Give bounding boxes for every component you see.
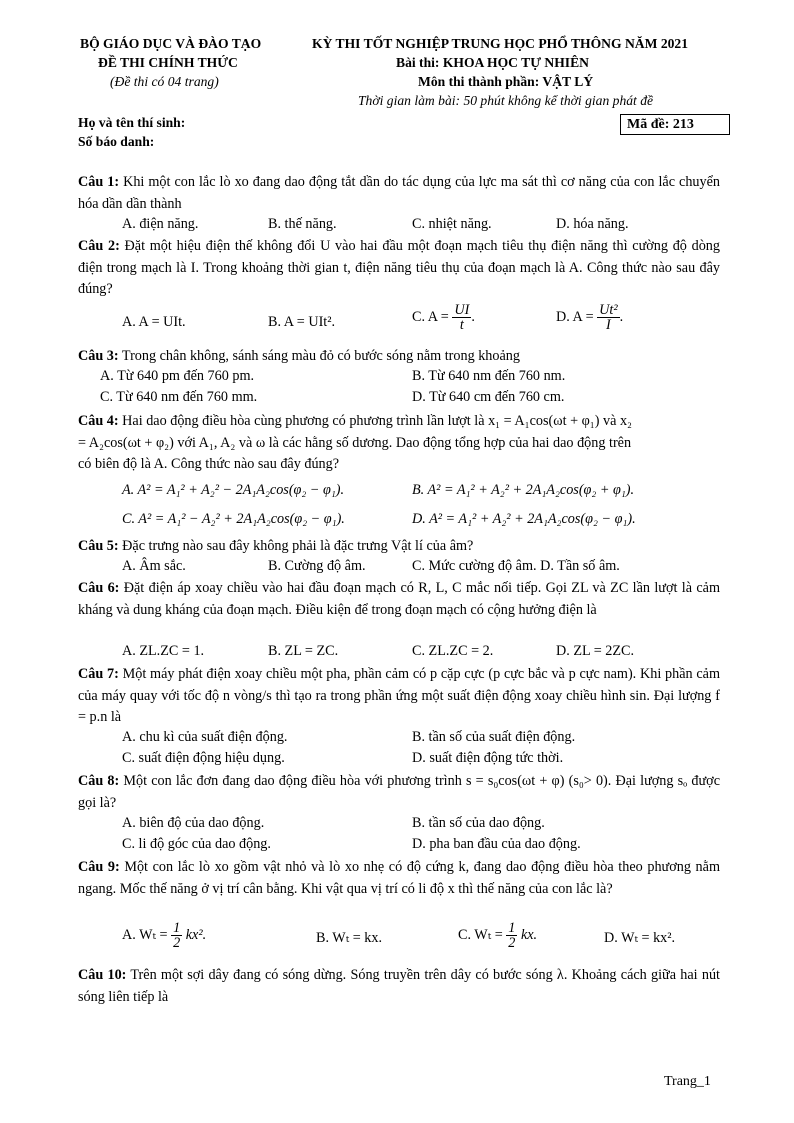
question-3-text: Trong chân không, sánh sáng màu đỏ có bước sóng nằm trong khoảng bbox=[121, 348, 520, 364]
candidate-id-label: Số báo danh: bbox=[78, 134, 155, 149]
question-8-label: Câu 8: bbox=[78, 773, 120, 789]
question-6-option-c: C. ZL.ZC = 2. bbox=[412, 643, 494, 659]
exam-code-box: Mã đề: 213 bbox=[620, 114, 730, 135]
question-8-option-c: C. li độ góc của dao động. bbox=[122, 836, 271, 852]
question-1-option-d: D. hóa năng. bbox=[556, 216, 629, 232]
fraction-ui-over-t bbox=[452, 303, 471, 332]
question-9-option-b: B. Wₜ = kx. bbox=[316, 930, 383, 946]
option-a-suffix: kx². bbox=[185, 926, 207, 943]
question-4-option-d: D. A² = A₁² + A₂² + 2A₁A₂cos(φ₂ − φ₁). bbox=[412, 511, 636, 527]
question-1-option-c: C. nhiệt năng. bbox=[412, 216, 492, 232]
question-10-text: Trên một sợi dây đang có sóng dừng. Sóng truyền trên dây có bước sóng λ. Khoảng cách giữa hai nút sóng liên tiếp là bbox=[78, 967, 720, 1005]
fraction-denominator: 2 bbox=[508, 935, 516, 951]
question-4-option-a: A. A² = A₁² + A₂² − 2A₁A₂cos(φ₂ − φ₁). bbox=[122, 482, 345, 498]
question-5-text: Đặc trưng nào sau đây không phải là đặc trưng Vật lí của âm? bbox=[122, 538, 474, 554]
fraction-ut2-over-i bbox=[597, 303, 619, 332]
question-6-text: Đặt điện áp xoay chiều vào hai đầu đoạn mạch có R, L, C mắc nối tiếp. Gọi ZL và ZC lần lượt là cảm kháng và dung kháng của đoạn mạch. Điều kiện để trong đoạn mạch có cộng hưởng điện là bbox=[78, 580, 720, 618]
option-d-prefix: D. A = bbox=[556, 308, 594, 325]
question-2-option-d: D. A = $\frac{\text{Ut²}}{I}$ . bbox=[556, 302, 624, 333]
question-2-option-a: A. A = UIt. bbox=[122, 314, 186, 330]
fraction-denominator: I bbox=[605, 317, 611, 333]
question-5-option-c: C. Mức cường độ âm. D. Tần số âm. bbox=[412, 558, 620, 574]
question-7-option-b: B. tần số của suất điện động. bbox=[412, 729, 576, 745]
question-5-label: Câu 5: bbox=[78, 538, 119, 554]
question-1-option-a: A. điện năng. bbox=[122, 216, 199, 232]
question-10 bbox=[78, 965, 720, 1008]
question-2-text: Đặt một hiệu điện thế không đổi U vào hai đầu một đoạn mạch tiêu thụ điện năng thì cường độ dòng điện trong mạch là I. Trong khoảng thời gian t, điện năng tiêu thụ của đoạn mạch là A. Công thức nào sau đây đúng? bbox=[78, 238, 720, 297]
question-1-text: Khi một con lắc lò xo đang dao động tắt dần do tác dụng của lực ma sát thì cơ năng của con lắc chuyển hóa dần dần thành bbox=[78, 174, 720, 212]
option-a-prefix: A. Wₜ = bbox=[122, 926, 168, 943]
exam-component: Môn thi thành phần: VẬT LÝ bbox=[418, 74, 594, 89]
question-6 bbox=[78, 578, 720, 621]
question-4-text-line3: có biên độ là A. Công thức nào sau đây đúng? bbox=[78, 456, 340, 472]
fraction-one-half bbox=[171, 921, 182, 950]
question-4-text-line2: = A₂cos(ωt + φ₂) với A₁, A₂ và ω là các hằng số dương. Dao động tổng hợp của hai dao động trên bbox=[78, 434, 632, 451]
option-c-prefix: C. Wₜ = bbox=[458, 926, 503, 943]
fraction-numerator: 1 bbox=[508, 920, 516, 936]
question-7-label: Câu 7: bbox=[78, 666, 119, 682]
question-8-option-b: B. tần số của dao động. bbox=[412, 815, 545, 831]
question-2-option-c: C. A = $\frac{UI}{t}$ . bbox=[412, 302, 475, 333]
question-4-option-b: B. A² = A₁² + A₂² + 2A₁A₂cos(φ₂ + φ₁). bbox=[412, 482, 635, 498]
fraction-one-half bbox=[506, 921, 517, 950]
question-10-label: Câu 10: bbox=[78, 967, 127, 983]
question-2-option-b: B. A = UIt². bbox=[268, 314, 336, 330]
question-6-option-a: A. ZL.ZC = 1. bbox=[122, 643, 205, 659]
fraction-numerator: UI bbox=[454, 302, 470, 318]
question-9-text: Một con lắc lò xo gồm vật nhỏ và lò xo nhẹ có độ cứng k, đang dao động điều hòa theo phương nằm ngang. Mốc thế năng ở vị trí cân bằng. Khi vật qua vị trí có li độ x thì thế năng của con lắc là? bbox=[78, 859, 720, 897]
question-7-text: Một máy phát điện xoay chiều một pha, phần cảm có p cặp cực (p cực bắc và p cực nam). Khi phần cảm của máy quay với tốc độ n vòng/s thì tạo ra trong phần ứng một suất điện động xoay chiều hình sin. Đại lượng f = p.n là bbox=[78, 666, 721, 725]
question-8 bbox=[78, 771, 720, 814]
question-9-option-a bbox=[122, 921, 206, 950]
question-5-option-b: B. Cường độ âm. bbox=[268, 558, 366, 574]
question-7 bbox=[78, 664, 720, 729]
question-1-label: Câu 1: bbox=[78, 174, 120, 190]
question-8-text: Một con lắc đơn đang dao động điều hòa với phương trình s = s₀cos(ωt + φ) (s₀> 0). Đại lượng sₒ được gọi là? bbox=[78, 773, 720, 811]
question-4-option-c: C. A² = A₁² − A₂² + 2A₁A₂cos(φ₂ − φ₁). bbox=[122, 511, 345, 527]
question-2 bbox=[78, 236, 720, 301]
question-9-option-c bbox=[458, 921, 537, 950]
page-count-note: (Đề thi có 04 trang) bbox=[110, 74, 219, 89]
question-4-text-line1: Hai dao động điều hòa cùng phương có phương trình lần lượt là x₁ = A₁cos(ωt + φ₁) và x₂ bbox=[122, 413, 633, 429]
question-3 bbox=[78, 346, 720, 368]
option-c-suffix: kx. bbox=[520, 926, 538, 943]
question-3-option-b: B. Từ 640 nm đến 760 nm. bbox=[412, 368, 566, 384]
fraction-numerator: Ut² bbox=[599, 302, 618, 318]
fraction-denominator: 2 bbox=[173, 935, 181, 951]
question-5 bbox=[78, 536, 720, 558]
fraction-denominator: t bbox=[459, 317, 464, 333]
question-3-label: Câu 3: bbox=[78, 348, 119, 364]
question-1 bbox=[78, 172, 720, 215]
question-7-option-c: C. suất điện động hiệu dụng. bbox=[122, 750, 285, 766]
question-6-label: Câu 6: bbox=[78, 580, 120, 596]
question-3-option-c: C. Từ 640 nm đến 760 mm. bbox=[100, 389, 258, 405]
ministry-name: BỘ GIÁO DỤC VÀ ĐÀO TẠO bbox=[80, 36, 262, 51]
option-c-prefix: C. A = bbox=[412, 308, 449, 325]
question-4 bbox=[78, 411, 720, 476]
question-9 bbox=[78, 857, 720, 900]
question-9-label: Câu 9: bbox=[78, 859, 120, 875]
question-8-option-d: D. pha ban đầu của dao động. bbox=[412, 836, 581, 852]
question-3-option-d: D. Từ 640 cm đến 760 cm. bbox=[412, 389, 565, 405]
candidate-name-label: Họ và tên thí sinh: bbox=[78, 115, 186, 130]
question-4-label: Câu 4: bbox=[78, 413, 119, 429]
question-5-option-a: A. Âm sắc. bbox=[122, 558, 186, 574]
page-number: Trang_1 bbox=[664, 1074, 711, 1089]
official-exam-label: ĐỀ THI CHÍNH THỨC bbox=[98, 55, 238, 70]
question-9-option-d: D. Wₜ = kx². bbox=[604, 930, 676, 946]
exam-title: KỲ THI TỐT NGHIỆP TRUNG HỌC PHỔ THÔNG NĂM 2021 bbox=[312, 36, 689, 51]
question-2-label: Câu 2: bbox=[78, 238, 120, 254]
exam-duration: Thời gian làm bài: 50 phút không kể thời gian phát đề bbox=[358, 93, 654, 108]
question-7-option-d: D. suất điện động tức thời. bbox=[412, 750, 564, 766]
question-8-option-a: A. biên độ của dao động. bbox=[122, 815, 265, 831]
question-6-option-b: B. ZL = ZC. bbox=[268, 643, 339, 659]
question-3-option-a: A. Từ 640 pm đến 760 pm. bbox=[100, 368, 255, 384]
exam-subject: Bài thi: KHOA HỌC TỰ NHIÊN bbox=[396, 55, 589, 70]
fraction-numerator: 1 bbox=[173, 920, 181, 936]
question-1-option-b: B. thế năng. bbox=[268, 216, 337, 232]
question-7-option-a: A. chu kì của suất điện động. bbox=[122, 729, 288, 745]
question-6-option-d: D. ZL = 2ZC. bbox=[556, 643, 635, 659]
